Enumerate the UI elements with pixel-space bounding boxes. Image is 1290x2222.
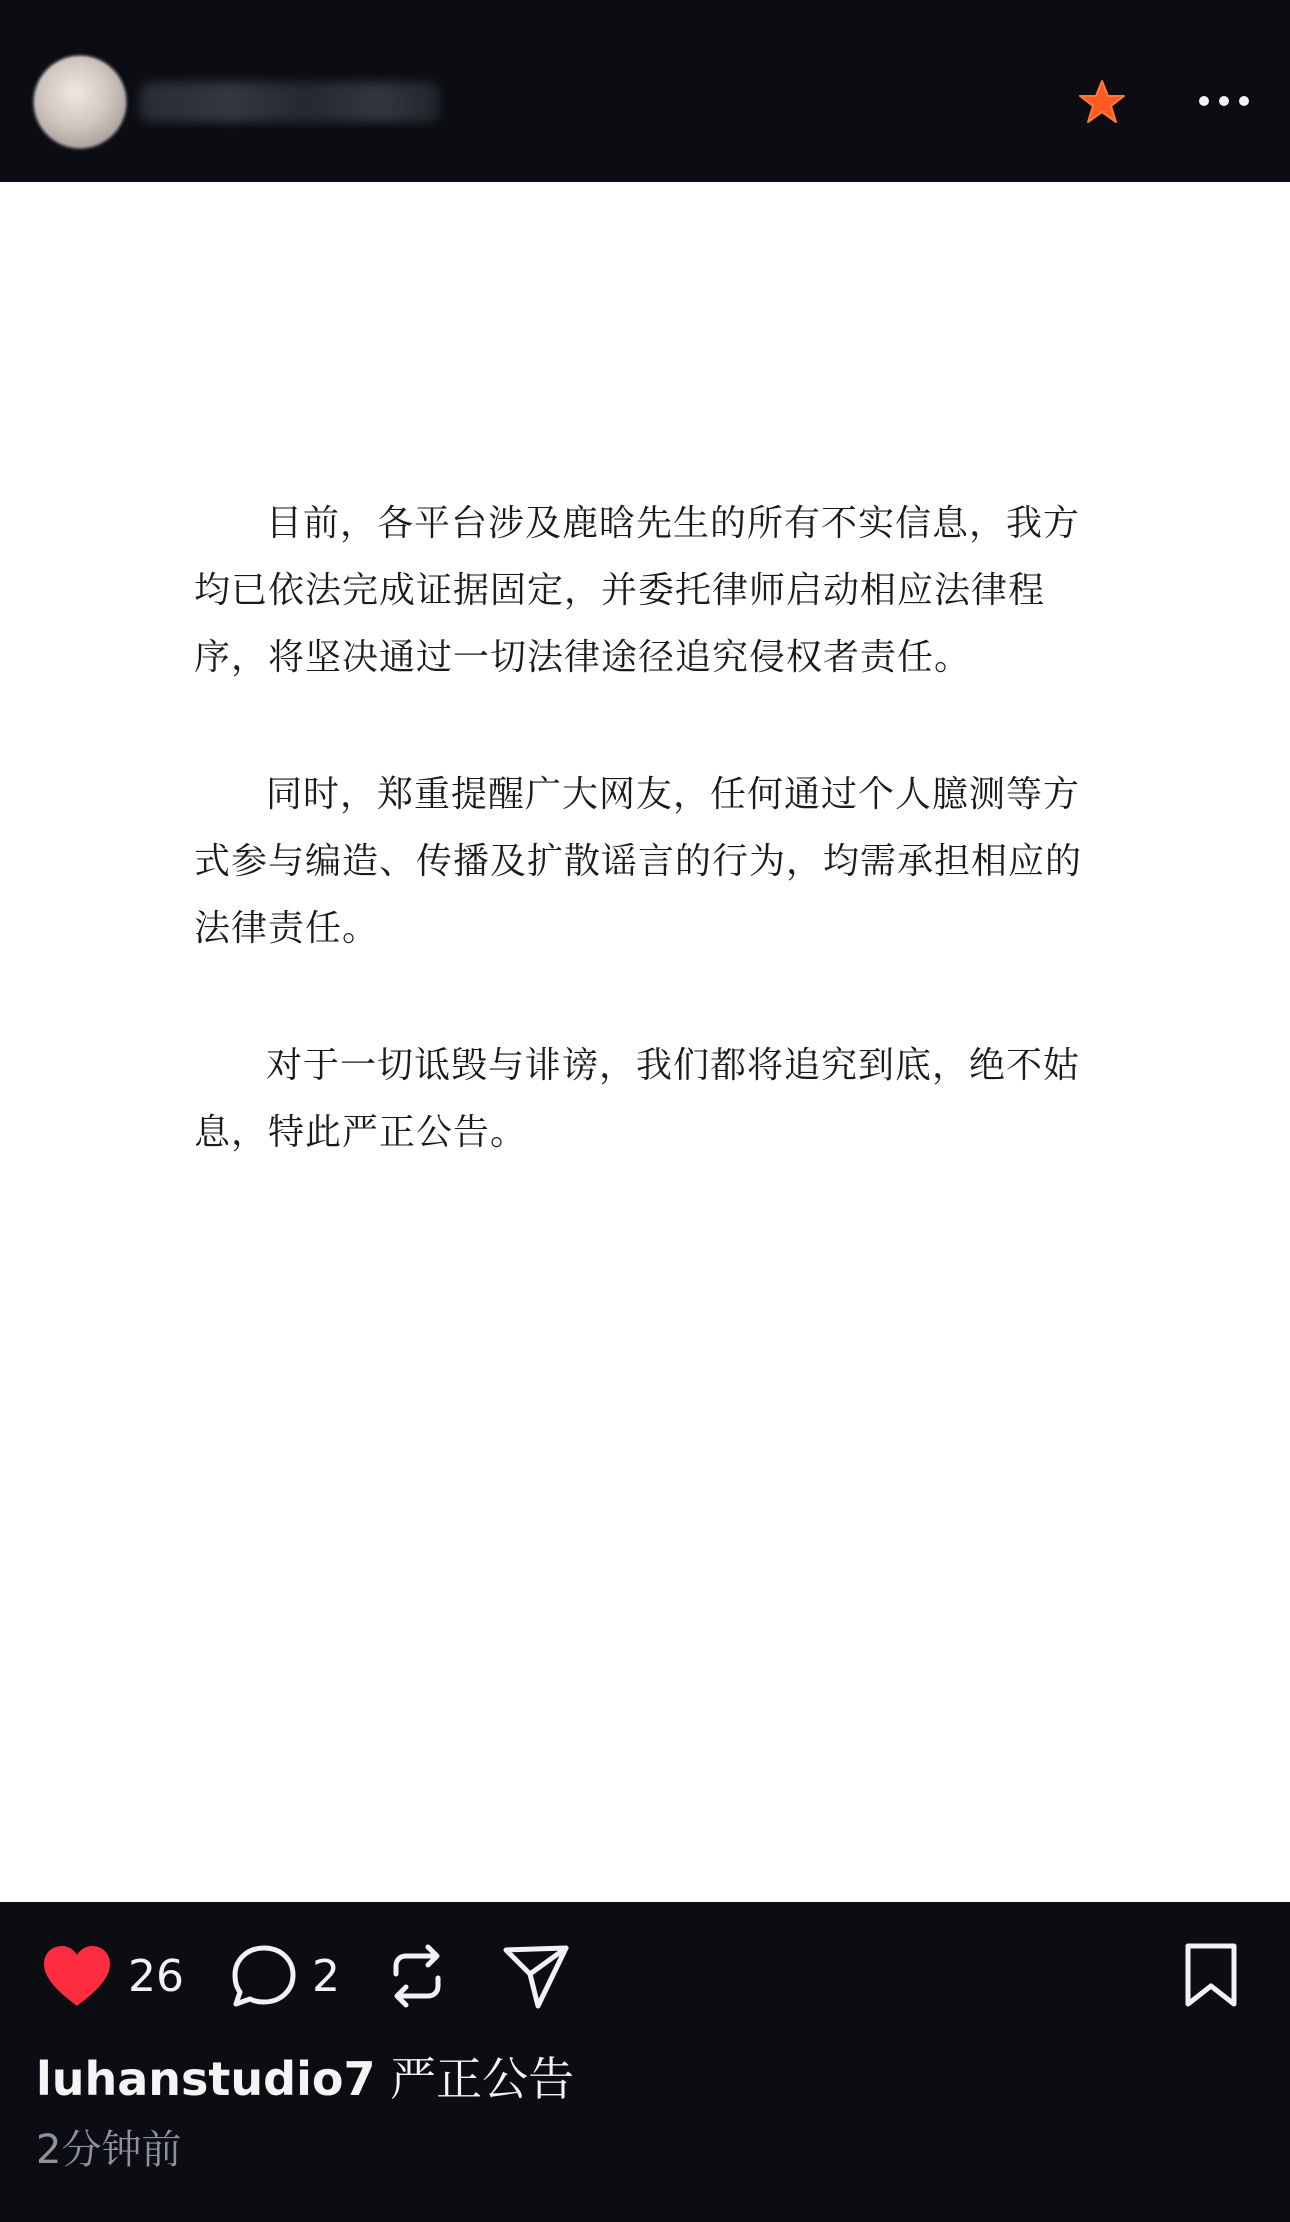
post-caption: [36, 2043, 574, 2109]
username-blurred[interactable]: [140, 82, 440, 122]
repost-icon: [386, 1940, 448, 2012]
comment-button[interactable]: [230, 1943, 340, 2009]
paragraph-3: 对于一切诋毁与诽谤，我们都将追究到底，绝不姑息，特此严正公告。: [194, 1045, 1081, 1153]
post-timestamp: 2分钟前: [36, 2127, 182, 2173]
avatar[interactable]: [32, 54, 128, 150]
more-horizontal-icon[interactable]: [1196, 86, 1252, 116]
caption-username[interactable]: luhanstudio7: [36, 2052, 376, 2106]
post-header: [0, 0, 1290, 182]
repost-button[interactable]: [386, 1940, 448, 2012]
share-button[interactable]: [500, 1940, 572, 2012]
bookmark-icon: [1180, 1942, 1242, 2008]
announcement-text: [194, 490, 1100, 1236]
like-button[interactable]: [40, 1943, 184, 2009]
paragraph-1: 目前，各平台涉及鹿晗先生的所有不实信息，我方均已依法完成证据固定，并委托律师启动相应法律程序，将坚决通过一切法律途径追究侵权者责任。: [194, 503, 1081, 678]
like-count: 26: [128, 1950, 184, 2002]
paragraph-2: 同时，郑重提醒广大网友，任何通过个人臆测等方式参与编造、传播及扩散谣言的行为，均需承担相应的法律责任。: [194, 774, 1083, 949]
caption-text: 严正公告: [390, 2052, 575, 2106]
post-image[interactable]: [0, 182, 1290, 1902]
star-icon[interactable]: [1078, 78, 1126, 126]
bookmark-button[interactable]: [1180, 1942, 1242, 2008]
heart-icon: [40, 1943, 114, 2009]
share-icon: [500, 1940, 572, 2012]
comment-icon: [230, 1943, 298, 2009]
comment-count: 2: [312, 1950, 340, 2002]
